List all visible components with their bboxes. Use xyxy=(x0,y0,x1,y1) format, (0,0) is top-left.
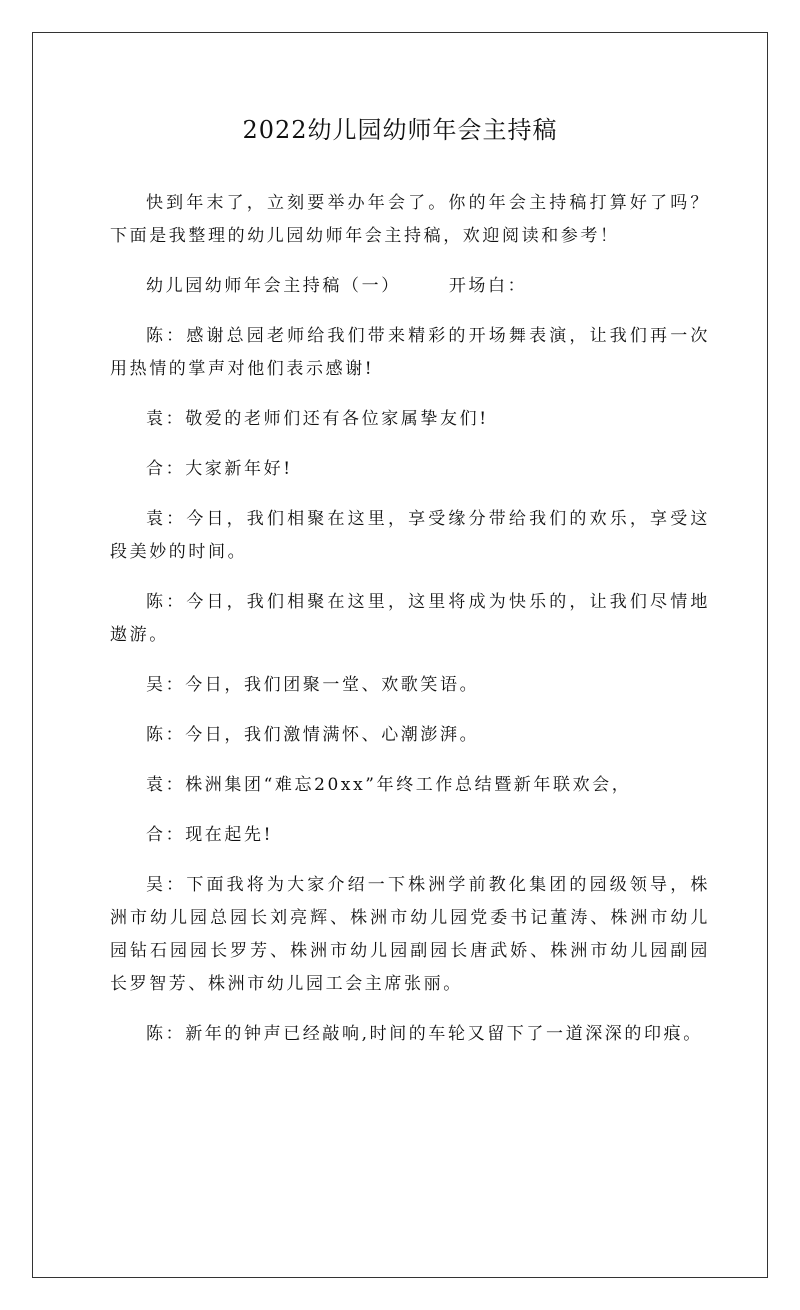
paragraph-intro: 快到年末了，立刻要举办年会了。你的年会主持稿打算好了吗？下面是我整理的幼儿园幼师年会主持稿，欢迎阅读和参考！ xyxy=(110,193,710,246)
document-title: 2022幼儿园幼师年会主持稿 xyxy=(242,116,558,144)
paragraph-line: 袁：敬爱的老师们还有各位家属挚友们! xyxy=(146,409,489,429)
paragraph-line: 袁：株洲集团“难忘20xx”年终工作总结暨新年联欢会， xyxy=(146,775,632,795)
paragraph-line: 合：现在起先! xyxy=(146,825,274,845)
paragraph-line: 陈：今日，我们相聚在这里，这里将成为快乐的，让我们尽情地遨游。 xyxy=(110,592,710,645)
paragraph-line: 陈：今日，我们激情满怀、心潮澎湃。 xyxy=(146,725,480,745)
paragraph-section-heading: 幼儿园幼师年会主持稿（一） 开场白： xyxy=(146,276,528,296)
paragraph-line: 袁：今日，我们相聚在这里，享受缘分带给我们的欢乐，享受这段美妙的时间。 xyxy=(110,509,710,562)
paragraph-line: 陈：新年的钟声已经敲响,时间的车轮又留下了一道深深的印痕。 xyxy=(146,1024,703,1044)
paragraph-line: 合：大家新年好! xyxy=(146,459,293,479)
paragraph-line: 吴：下面我将为大家介绍一下株洲学前教化集团的园级领导，株洲市幼儿园总园长刘亮辉、株洲市幼儿园党委书记董涛、株洲市幼儿园钻石园园长罗芳、株洲市幼儿园副园长唐武娇、株洲市幼儿园副园长罗智芳、株洲市幼儿园工会主席张丽。 xyxy=(110,875,710,994)
document-body xyxy=(110,187,710,1068)
paragraph-line: 陈：感谢总园老师给我们带来精彩的开场舞表演，让我们再一次用热情的掌声对他们表示感谢! xyxy=(110,326,710,379)
paragraph-line: 吴：今日，我们团聚一堂、欢歌笑语。 xyxy=(146,675,480,695)
